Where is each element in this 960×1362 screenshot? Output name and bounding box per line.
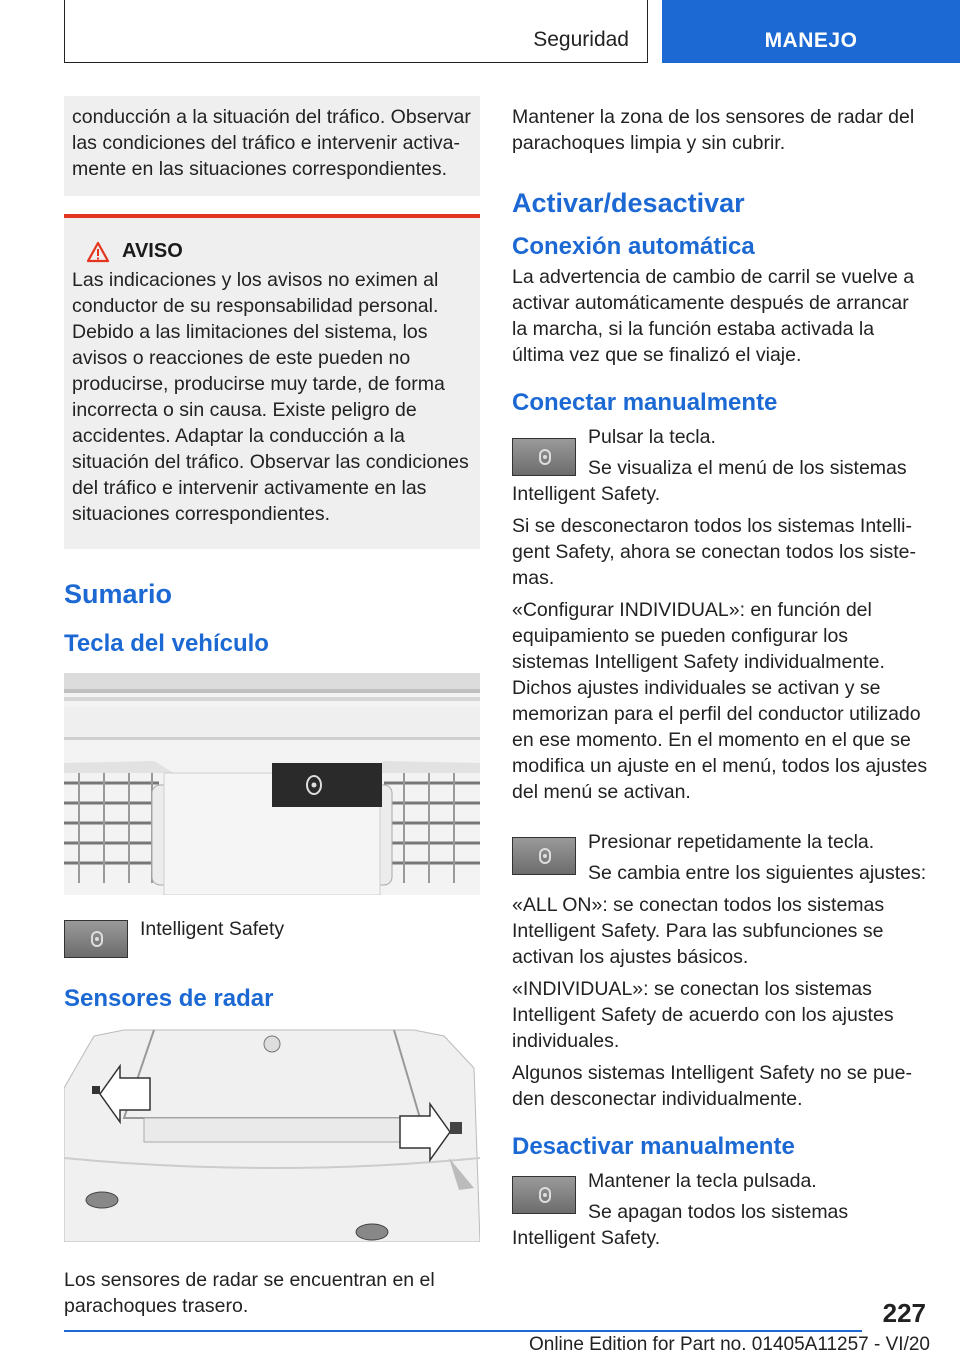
- deactivate-instructions: [512, 1168, 928, 1251]
- section-title: Seguridad: [533, 28, 629, 51]
- dashboard-button-photo: [64, 673, 480, 895]
- heading-activar-desactivar: Activar/desactivar: [512, 188, 745, 218]
- heading-sumario: Sumario: [64, 579, 173, 609]
- all-on-text: «ALL ON»: se conectan todos los sistemas Intelligent Safety. Para las subfunciones se activan los ajustes básicos.: [512, 894, 885, 968]
- left-column: [64, 96, 480, 1319]
- individual-text: «INDIVIDUAL»: se conectan los sistemas Intelligent Safety de acuerdo con los ajustes individuales.: [512, 978, 894, 1052]
- heading-conectar-manualmente: Conectar manualmente: [512, 389, 778, 416]
- heading-desactivar-manualmente: Desactivar manualmente: [512, 1133, 795, 1160]
- connect-instructions: [512, 424, 928, 507]
- toggle-instructions: [512, 829, 928, 886]
- chapter-tab[interactable]: [662, 0, 960, 63]
- heading-conexion-automatica: Conexión automática: [512, 233, 755, 260]
- intelligent-safety-key-icon: [512, 1176, 576, 1214]
- chapter-tab-label: MANEJO: [764, 29, 858, 52]
- sensores-text: Los sensores de radar se encuentran en el parachoques trasero.: [64, 1269, 435, 1317]
- key-legend-row: [64, 916, 480, 958]
- connect-text-4: «Configurar INDIVIDUAL»: en función del equipamiento se pueden configurar los sistemas Intelligent Safety individualmente. Dichos ajustes individuales se activan y se memorizan para el perfil del conductor utilizado en ese momento. En el momento en el que se modifica un ajuste en el menú, todos los ajustes del menú se activan.: [512, 599, 928, 803]
- right-column: [512, 96, 928, 1251]
- warning-triangle-icon: [86, 241, 110, 263]
- keep-clean-text: Mantener la zona de los sensores de radar del parachoques limpia y sin cubrir.: [512, 106, 915, 154]
- conexion-text: La advertencia de cambio de carril se vuelve a activar automáticamente después de arrancar la marcha, si la función estaba activada la última vez que se finalizó el viaje.: [512, 266, 915, 366]
- intelligent-safety-key-icon: [512, 837, 576, 875]
- connect-step-2: Se visualiza el menú de los sistemas Intelligent Safety.: [512, 457, 907, 505]
- heading-sensores-radar: Sensores de radar: [64, 985, 274, 1012]
- key-legend-text: Intelligent Safety: [140, 918, 285, 940]
- cannot-disable-text: Algunos sistemas Intelligent Safety no se pueden desconectar individualmente.: [512, 1062, 912, 1110]
- connect-text-3: Si se desconectaron todos los sistemas Intelligent Safety, ahora se conectan todos los sistemas.: [512, 515, 916, 589]
- header-frame: [64, 0, 648, 63]
- warning-text: Las indicaciones y los avisos no eximen al conductor de su responsabilidad personal. Debido a las limitaciones del sistema, los avisos o reacciones de este pueden no producirse, producirse muy tarde, de forma incorrecta o sin causa. Existe peligro de accidentes. Adaptar la conducción a la situación del tráfico. Observar las condiciones del tráfico e intervenir activamente en las situaciones correspondientes.: [72, 269, 469, 525]
- warning-title: AVISO: [122, 240, 183, 262]
- connect-step-1: Pulsar la tecla.: [588, 426, 716, 448]
- warning-box: [64, 214, 480, 549]
- continued-warning-box: [64, 96, 480, 196]
- heading-tecla-vehiculo: Tecla del vehículo: [64, 630, 269, 657]
- deactivate-step-1: Mantener la tecla pulsada.: [588, 1170, 817, 1192]
- rear-bumper-photo: [64, 1028, 480, 1242]
- warning-header: [72, 240, 472, 263]
- intelligent-safety-key-icon: [512, 438, 576, 476]
- page-number: 227: [882, 1298, 926, 1328]
- toggle-step-1: Presionar repetidamente la tecla.: [588, 831, 875, 853]
- continued-warning-text: conducción a la situación del tráfico. Observar las condiciones del tráfico e intervenir activamente en las situaciones correspondientes.: [72, 106, 471, 180]
- toggle-step-2: Se cambia entre los siguientes ajustes:: [588, 862, 927, 884]
- footer-divider: [64, 1330, 862, 1332]
- deactivate-step-2: Se apagan todos los sistemas Intelligent Safety.: [512, 1201, 849, 1249]
- edition-footer: Online Edition for Part no. 01405A11257 - VI/20: [528, 1334, 930, 1355]
- intelligent-safety-key-icon: [64, 920, 128, 958]
